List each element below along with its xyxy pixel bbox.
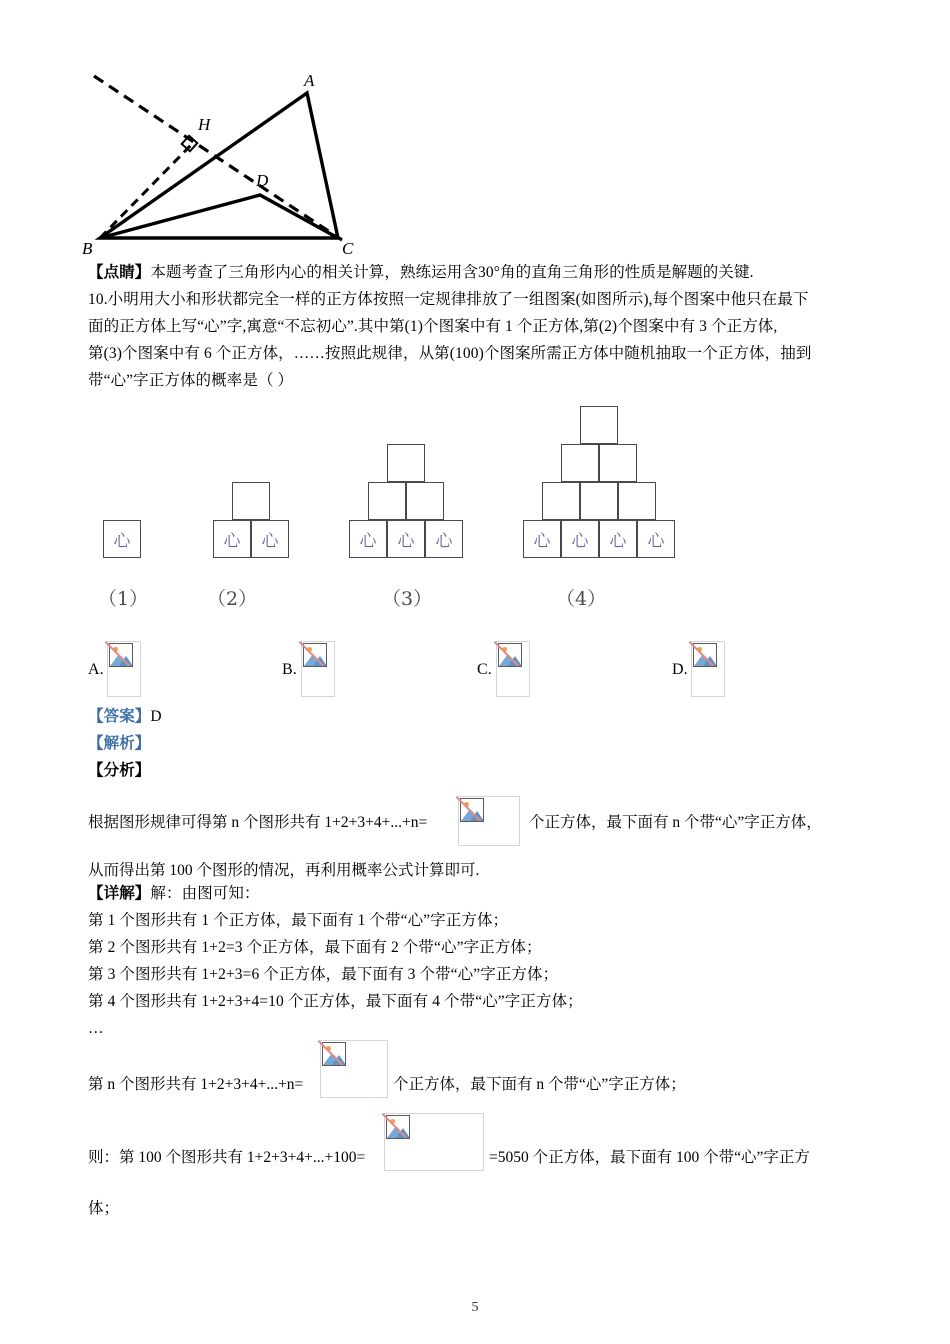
cube-plain <box>368 482 406 520</box>
tip-text: 本题考查了三角形内心的相关计算，熟练运用含30°角的直角三角形的性质是解题的关键. <box>150 264 754 281</box>
detail-nth-before: 第 n 个图形共有 1+2+3+4+...+n= <box>88 1076 304 1093</box>
cube-char: 心 <box>571 531 589 552</box>
analysis-text-after: 个正方体，最下面有 n 个带“心”字正方体， <box>529 814 822 831</box>
detail-line-1: 第 1 个图形共有 1 个正方体，最下面有 1 个带“心”字正方体； <box>88 912 509 929</box>
question-line-4: 带“心”字正方体的概率是（ ） <box>88 372 294 389</box>
broken-image-icon <box>691 641 725 697</box>
answer-value: D <box>150 708 162 725</box>
detail-hundredth-image <box>384 1113 484 1171</box>
cube-pattern-figures <box>90 398 730 558</box>
broken-image-icon <box>384 1113 484 1171</box>
cube-plain <box>561 444 599 482</box>
tip-label: 【点睛】 <box>88 264 151 281</box>
image-thumb-icon <box>460 798 484 822</box>
answer-line <box>88 709 162 725</box>
detail-ellipsis: … <box>88 1020 104 1037</box>
cube-char: 心 <box>435 531 453 552</box>
cube-plain <box>232 482 270 520</box>
cube-char: 心 <box>113 531 131 552</box>
image-thumb-icon <box>693 643 717 667</box>
option-letter-b: B. <box>282 661 297 678</box>
cube-bottom <box>251 520 289 558</box>
option-letter-a: A. <box>88 661 104 678</box>
option-c-image <box>496 641 530 697</box>
cube-plain <box>406 482 444 520</box>
cube-bottom <box>523 520 561 558</box>
option-b-image <box>301 641 335 697</box>
broken-image-icon <box>301 641 335 697</box>
detail-label: 【详解】 <box>88 885 151 902</box>
label-a: A <box>304 71 315 90</box>
explanation-label: 【解析】 <box>88 735 151 752</box>
question-line-3: 第(3)个图案中有 6 个正方体，……按照此规律，从第(100)个图案所需正方体中随机抽取一个正方体，抽到 <box>88 345 812 362</box>
label-c: C <box>342 239 354 258</box>
detail-line-4: 第 4 个图形共有 1+2+3+4=10 个正方体，最下面有 4 个带“心”字正方体； <box>88 993 583 1010</box>
cube-plain <box>542 482 580 520</box>
option-letter-d: D. <box>672 661 688 678</box>
detail-intro-line <box>88 886 260 902</box>
answer-label: 【答案】 <box>88 708 151 725</box>
cube-bottom <box>561 520 599 558</box>
broken-image-icon <box>458 796 520 846</box>
question-line-1: 10.小明用大小和形状都完全一样的正方体按照一定规律排放了一组图案(如图所示),每个图案中他只在最下 <box>88 291 809 308</box>
figure-label-2: （2） <box>207 588 258 610</box>
cube-char: 心 <box>609 531 627 552</box>
image-thumb-icon <box>303 643 327 667</box>
broken-image-icon <box>320 1040 388 1098</box>
cube-char: 心 <box>397 531 415 552</box>
cube-bottom <box>387 520 425 558</box>
detail-line-2: 第 2 个图形共有 1+2=3 个正方体，最下面有 2 个带“心”字正方体； <box>88 939 542 956</box>
label-d: D <box>256 171 269 190</box>
option-d-image <box>691 641 725 697</box>
cube-char: 心 <box>533 531 551 552</box>
figure-label-1: （1） <box>98 588 149 610</box>
analysis-line-2: 从而得出第 100 个图形的情况，再利用概率公式计算即可. <box>88 862 480 879</box>
analysis-formula-image <box>458 796 520 846</box>
analysis-text-before: 根据图形规律可得第 n 个图形共有 1+2+3+4+...+n= <box>88 814 428 831</box>
broken-image-icon <box>107 641 141 697</box>
option-letter-c: C. <box>477 661 492 678</box>
label-h: H <box>198 115 211 134</box>
detail-intro: 解：由图可知： <box>150 885 260 902</box>
cube-char: 心 <box>647 531 665 552</box>
detail-nth-image <box>320 1040 388 1098</box>
figure-label-4: （4） <box>556 588 607 610</box>
cube-bottom <box>213 520 251 558</box>
triangle-abc <box>100 93 338 238</box>
cube-char: 心 <box>223 531 241 552</box>
tip-line <box>88 265 754 281</box>
cube-plain <box>387 444 425 482</box>
image-thumb-icon <box>109 643 133 667</box>
label-b: B <box>82 239 93 258</box>
cube-plain <box>580 482 618 520</box>
image-thumb-icon <box>322 1042 346 1066</box>
image-thumb-icon <box>386 1115 410 1139</box>
detail-nth-after: 个正方体，最下面有 n 个带“心”字正方体； <box>393 1076 686 1093</box>
cube-plain <box>599 444 637 482</box>
image-thumb-icon <box>498 643 522 667</box>
detail-hundredth-after: =5050 个正方体，最下面有 100 个带“心”字正方 <box>489 1149 810 1166</box>
cube-bottom <box>425 520 463 558</box>
page-number: 5 <box>471 1300 479 1315</box>
option-a-image <box>107 641 141 697</box>
geometry-figure <box>80 58 460 258</box>
cube-plain <box>580 406 618 444</box>
figure-label-3: （3） <box>382 588 433 610</box>
cube-bottom <box>599 520 637 558</box>
detail-hundredth-tail: 体； <box>88 1200 120 1217</box>
cube-bottom <box>637 520 675 558</box>
broken-image-icon <box>496 641 530 697</box>
cube-bottom <box>103 520 141 558</box>
detail-hundredth-before: 则：第 100 个图形共有 1+2+3+4+...+100= <box>88 1149 366 1166</box>
cube-plain <box>618 482 656 520</box>
cube-char: 心 <box>261 531 279 552</box>
question-line-2: 面的正方体上写“心”字,寓意“不忘初心”.其中第(1)个图案中有 1 个正方体,第(2)个图案中有 3 个正方体, <box>88 318 778 335</box>
detail-line-3: 第 3 个图形共有 1+2+3=6 个正方体，最下面有 3 个带“心”字正方体； <box>88 966 559 983</box>
analysis-label: 【分析】 <box>88 762 151 779</box>
cube-bottom <box>349 520 387 558</box>
cube-char: 心 <box>359 531 377 552</box>
